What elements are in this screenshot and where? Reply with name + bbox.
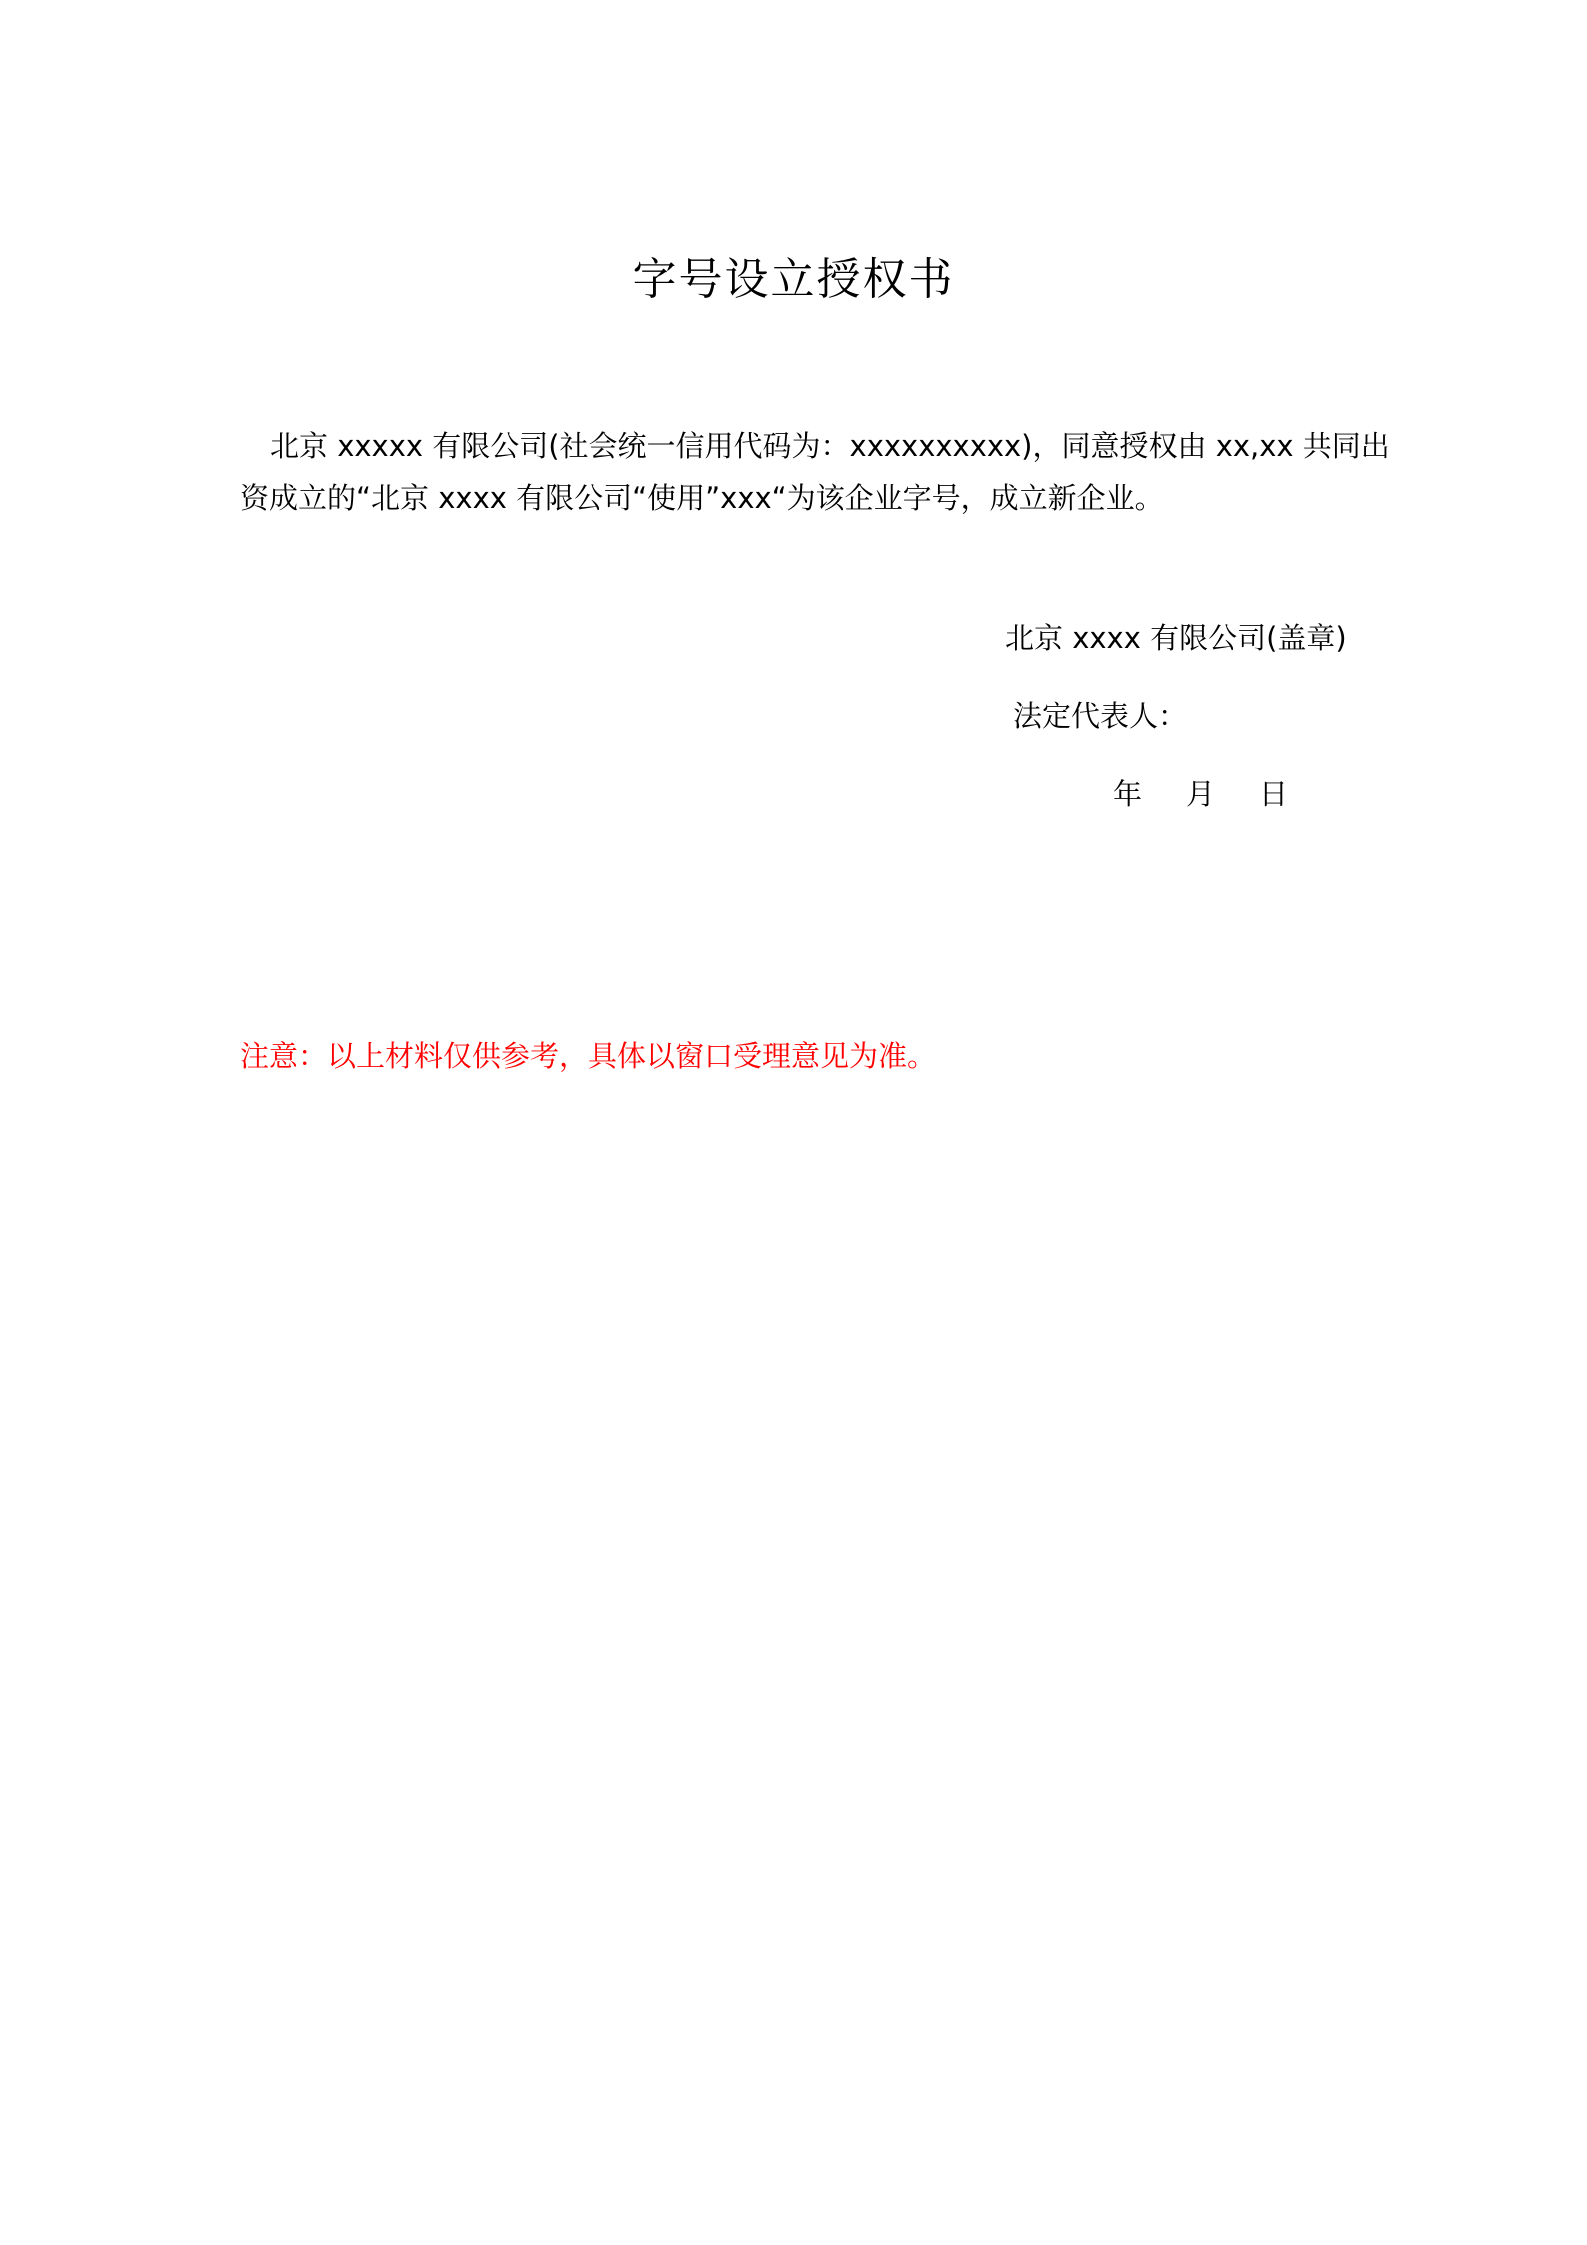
date-year-label: 年	[1113, 777, 1143, 811]
date-line	[1113, 774, 1288, 814]
authorization-body	[240, 420, 1390, 524]
body-line-1: 北京 xxxxx 有限公司(社会统一信用代码为：xxxxxxxxxx)，同意授权由 xx,xx 共同出	[270, 429, 1390, 463]
date-day-label: 日	[1259, 777, 1289, 811]
notice-text: 注意：以上材料仅供参考，具体以窗口受理意见为准。	[240, 1039, 937, 1073]
document-title: 字号设立授权书	[632, 254, 955, 305]
body-line-2: 资成立的“北京 xxxx 有限公司“使用”xxx“为该企业字号，成立新企业。	[240, 481, 1164, 515]
legal-representative-line: 法定代表人：	[1013, 699, 1188, 733]
date-month-label: 月	[1186, 777, 1216, 811]
company-seal-line: 北京 xxxx 有限公司(盖章)	[1005, 621, 1347, 655]
